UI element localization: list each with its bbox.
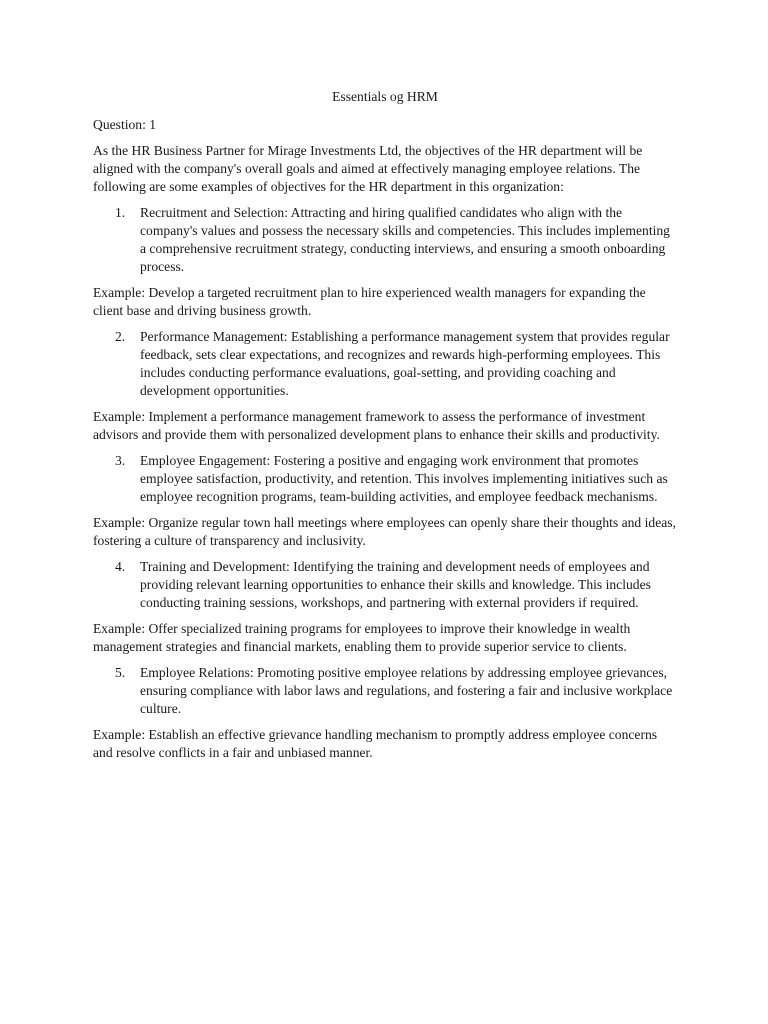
objective-item-1 <box>93 204 677 276</box>
objective-number: 2. <box>115 329 126 344</box>
objective-text: Recruitment and Selection: Attracting and hiring qualified candidates who align with the company's values and possess the necessary skills and competencies. This includes implementing a comprehensive recruitment strategy, conducting interviews, and ensuring a smooth onboarding process. <box>140 205 670 274</box>
example-paragraph-5: Example: Establish an effective grievance handling mechanism to promptly address employee concerns and resolve conflicts in a fair and unbiased manner. <box>93 727 658 760</box>
objective-text: Employee Engagement: Fostering a positive and engaging work environment that promotes employee satisfaction, productivity, and retention. This involves implementing initiatives such as employee recognition programs, team-building activities, and employee feedback mechanisms. <box>140 453 668 504</box>
intro-paragraph: As the HR Business Partner for Mirage Investments Ltd, the objectives of the HR department will be aligned with the company's overall goals and aimed at effectively managing employee relations. The following are some examples of objectives for the HR department in this organization: <box>93 143 643 194</box>
objective-item-5 <box>93 664 677 718</box>
objective-number: 1. <box>115 205 126 220</box>
document-body <box>93 88 677 770</box>
objective-item-4 <box>93 558 677 612</box>
objective-text: Training and Development: Identifying the training and development needs of employees and providing relevant learning opportunities to enhance their skills and knowledge. This includes conducting training sessions, workshops, and partnering with external providers if required. <box>140 559 651 610</box>
example-paragraph-4: Example: Offer specialized training programs for employees to improve their knowledge in wealth management strategies and financial markets, enabling them to provide superior service to clients. <box>93 621 631 654</box>
question-label: Question: 1 <box>93 117 157 132</box>
objective-number: 3. <box>115 453 126 468</box>
objective-number: 4. <box>115 559 126 574</box>
objective-text: Employee Relations: Promoting positive employee relations by addressing employee grievances, ensuring compliance with labor laws and regulations, and fostering a fair and inclusive workplace culture. <box>140 665 673 716</box>
example-paragraph-1: Example: Develop a targeted recruitment plan to hire experienced wealth managers for expanding the client base and driving business growth. <box>93 285 646 318</box>
objective-text: Performance Management: Establishing a performance management system that provides regular feedback, sets clear expectations, and recognizes and rewards high-performing employees. This includes conducting performance evaluations, goal-setting, and providing coaching and development opportunities. <box>140 329 670 398</box>
example-paragraph-3: Example: Organize regular town hall meetings where employees can openly share their thoughts and ideas, fostering a culture of transparency and inclusivity. <box>93 515 676 548</box>
objective-number: 5. <box>115 665 126 680</box>
document-title: Essentials og HRM <box>332 89 438 104</box>
objective-item-2 <box>93 328 677 400</box>
example-paragraph-2: Example: Implement a performance management framework to assess the performance of investment advisors and provide them with personalized development plans to enhance their skills and productivity. <box>93 409 660 442</box>
objective-item-3 <box>93 452 677 506</box>
